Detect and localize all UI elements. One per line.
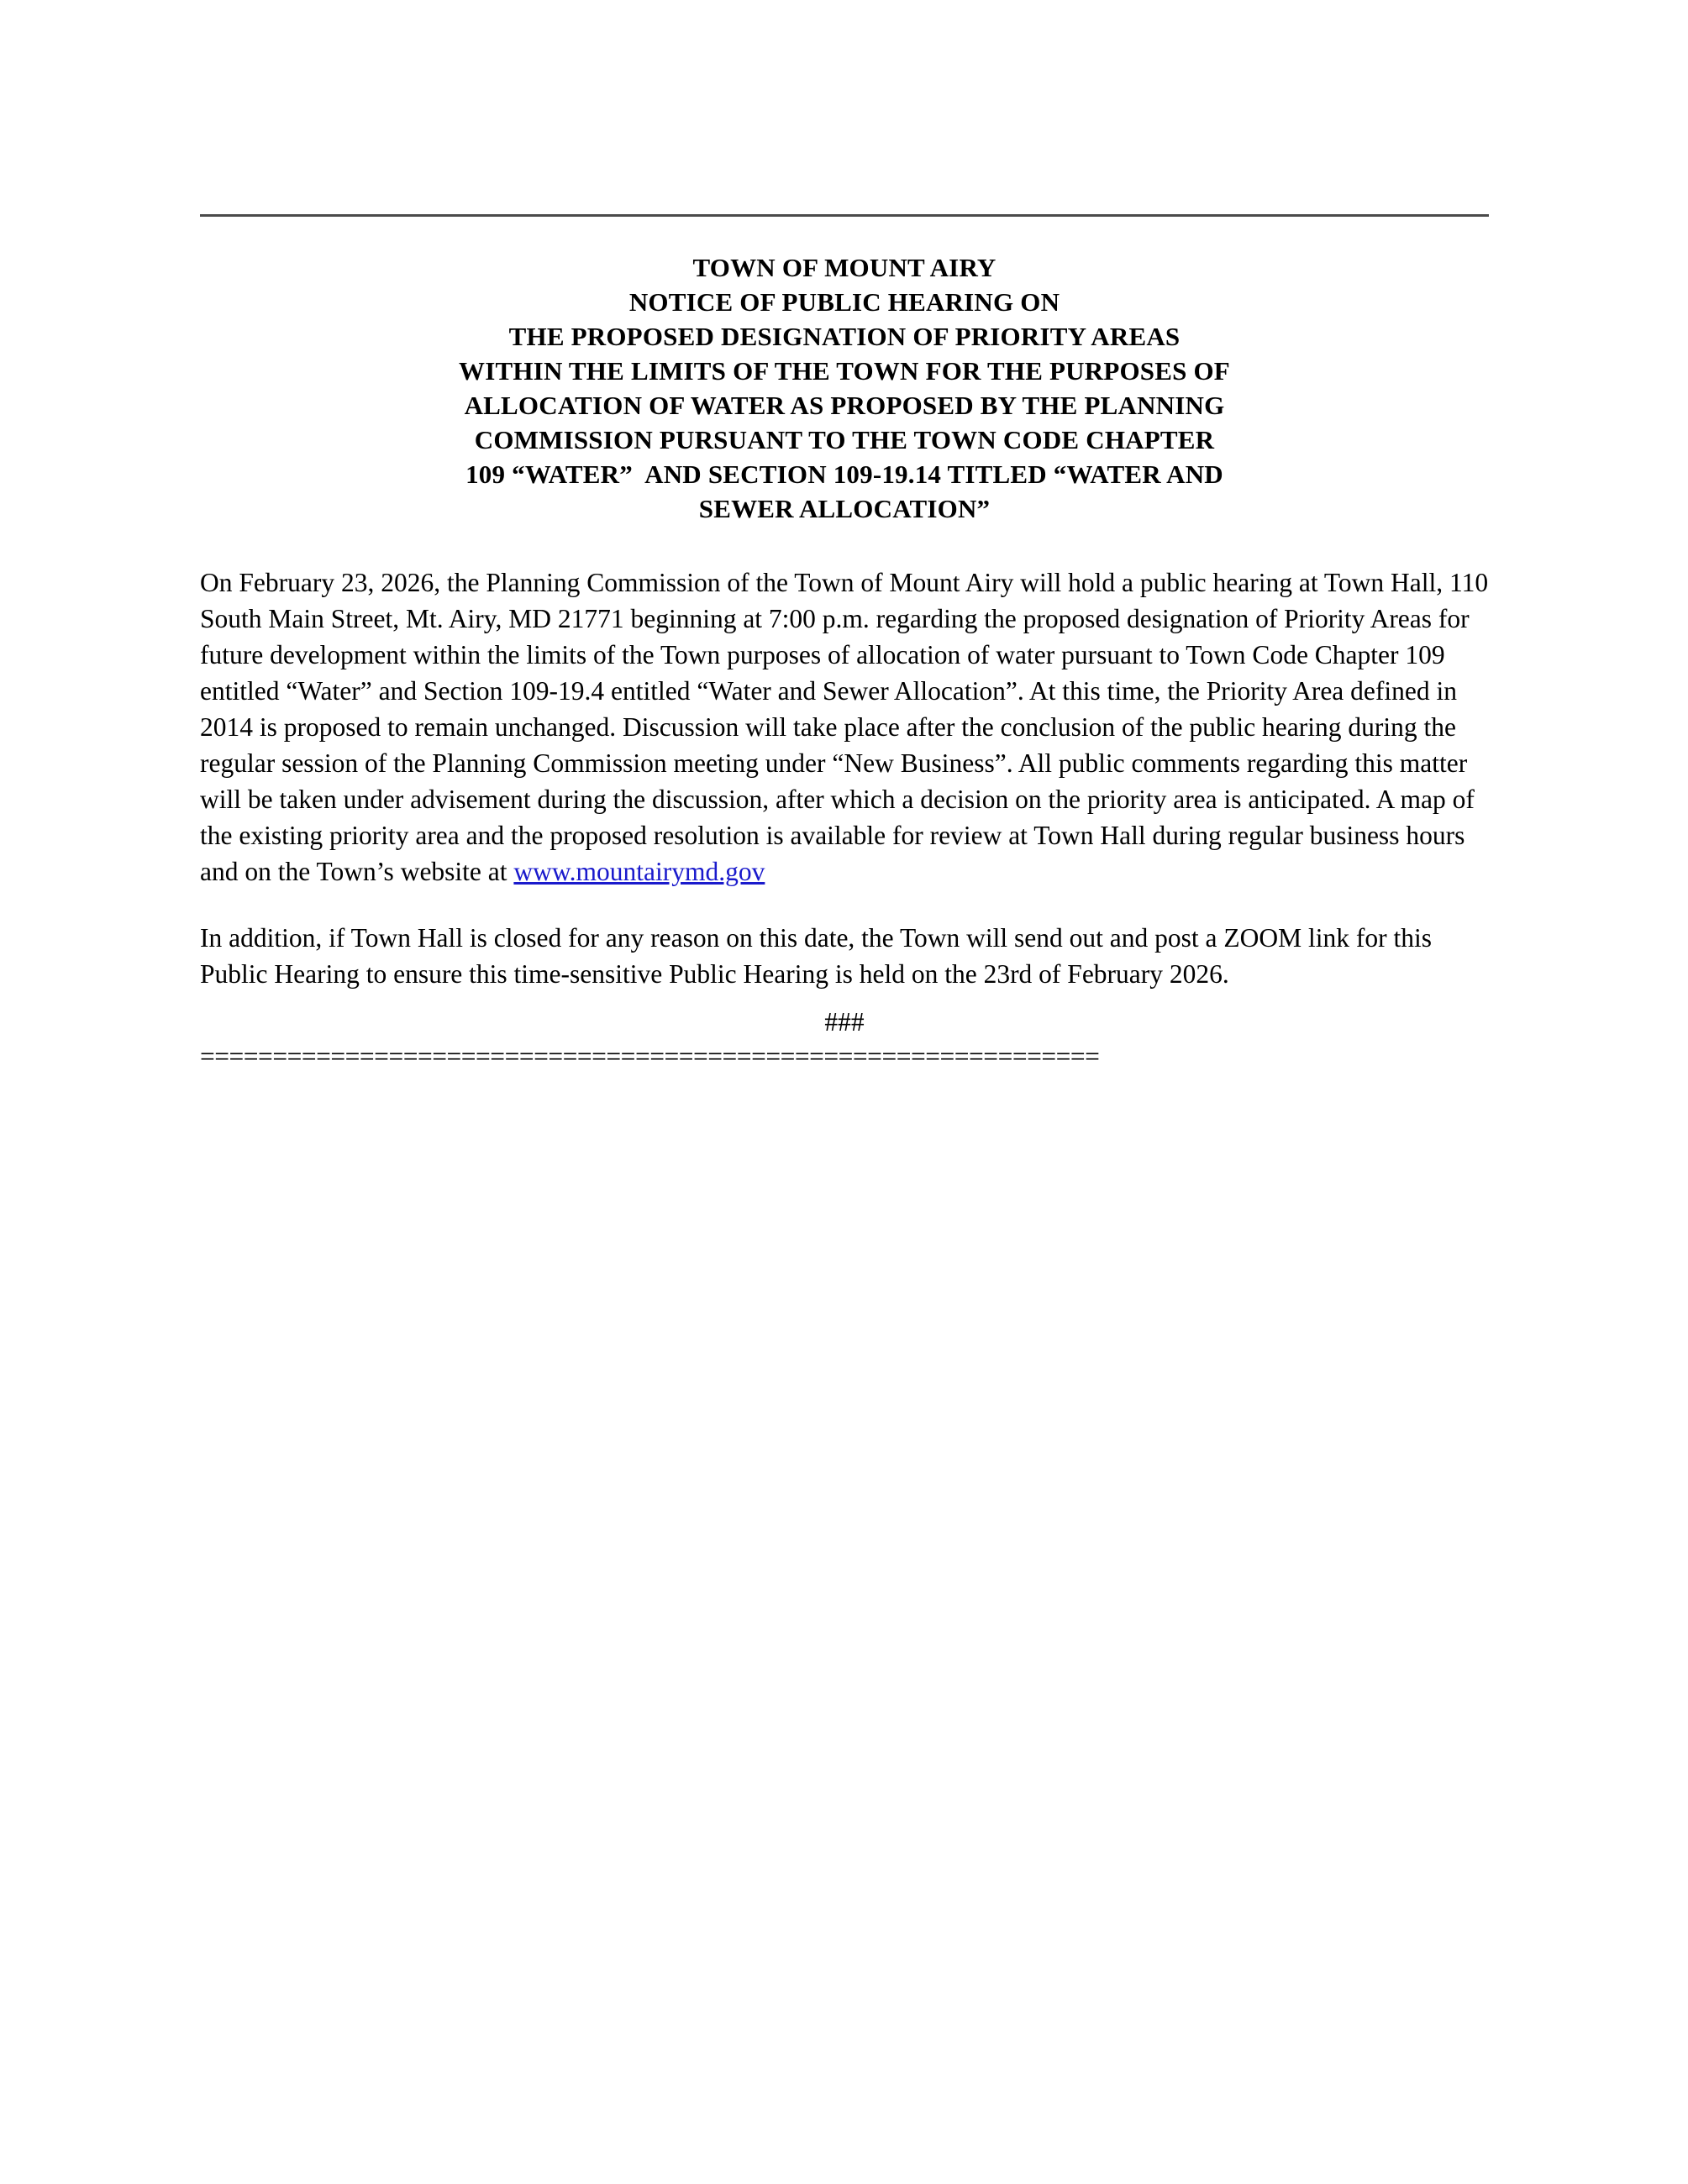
title-line-5: ALLOCATION OF WATER AS PROPOSED BY THE PLANNING: [464, 391, 1225, 420]
document-content: [200, 214, 1489, 1071]
notice-body: [200, 564, 1489, 1071]
title-line-8: SEWER ALLOCATION”: [698, 494, 991, 523]
title-line-2: NOTICE OF PUBLIC HEARING ON: [628, 287, 1060, 317]
title-line-7: 109 “WATER” AND SECTION 109-19.14 TITLED “WATER AND: [465, 459, 1223, 489]
top-horizontal-rule: [200, 214, 1489, 217]
town-website-link[interactable]: www.mountairymd.gov: [513, 857, 765, 886]
bottom-equals-rule: ==============================================================: [200, 1042, 1100, 1071]
end-marker: ###: [824, 1007, 865, 1037]
paragraph-1-text: On February 23, 2026, the Planning Commission of the Town of Mount Airy will hold a public hearing at Town Hall, 110 South Main Street, Mt. Airy, MD 21771 beginning at 7:00 p.m. regarding the proposed designation of Priority Areas for future development within the limits of the Town purposes of allocation of water pursuant to Town Code Chapter 109 entitled “Water” and Section 109-19.4 entitled “Water and Sewer Allocation”. At this time, the Priority Area defined in 2014 is proposed to remain unchanged. Discussion will take place after the conclusion of the public hearing during the regular session of the Planning Commission meeting under “New Business”. All public comments regarding this matter will be taken under advisement during the discussion, after which a decision on the priority area is anticipated. A map of the existing priority area and the proposed resolution is available for review at Town Hall during regular business hours and on the Town’s website at: [200, 568, 1489, 886]
title-line-1: TOWN OF MOUNT AIRY: [692, 253, 996, 282]
notice-title: [200, 250, 1489, 526]
title-line-6: COMMISSION PURSUANT TO THE TOWN CODE CHAPTER: [474, 425, 1215, 454]
title-line-3: THE PROPOSED DESIGNATION OF PRIORITY AREAS: [508, 322, 1181, 351]
paragraph-hearing-details: [200, 564, 1489, 890]
paragraph-zoom-notice: In addition, if Town Hall is closed for any reason on this date, the Town will send out and post a ZOOM link for this Public Hearing to ensure this time-sensitive Public Hearing is held on the 23rd of February 2026.: [200, 923, 1432, 989]
title-line-4: WITHIN THE LIMITS OF THE TOWN FOR THE PURPOSES OF: [459, 356, 1230, 386]
